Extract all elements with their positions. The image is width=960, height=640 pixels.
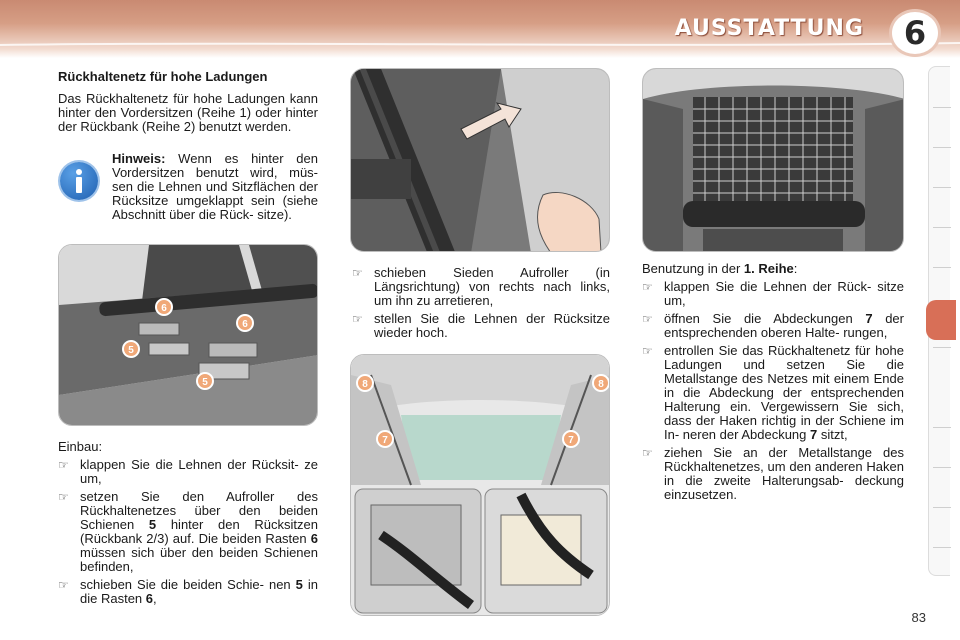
list-item: ☞ schieben Sieden Aufroller (in Längsrichtung) von rechts nach links, um ihn zu arretieren,: [352, 265, 610, 308]
page-number: 83: [911, 610, 926, 625]
installation-heading: Einbau:: [58, 439, 103, 454]
list-item: ☞ schieben Sie die beiden Schie- nen 5 in die Rasten 6,: [58, 577, 318, 606]
pointing-hand-icon: ☞: [58, 578, 69, 592]
pointing-hand-icon: ☞: [58, 490, 69, 504]
label-7b: 7: [568, 435, 574, 446]
note-body: Wenn es hinter den Vordersitzen benutzt wird, müs- sen die Lehnen und Sitzflächen der Rücksitze umgeklappt sein (siehe Abschnitt über die Rück- sitze).: [112, 151, 318, 222]
tab-divider: [933, 347, 951, 348]
tab-divider: [933, 107, 951, 108]
middle-column-steps: [352, 262, 610, 340]
section-heading: Rückhaltenetz für hohe Ladungen: [58, 69, 268, 84]
label-8b: 8: [598, 379, 604, 390]
figure-ceiling-mounts: [350, 354, 610, 616]
chapter-title: AUSSTATTUNG: [674, 16, 864, 41]
pointing-hand-icon: ☞: [642, 312, 653, 326]
pointing-hand-icon: ☞: [352, 266, 363, 280]
note-text: [112, 152, 318, 222]
list-item: ☞ klappen Sie die Lehnen der Rück- sitze um,: [642, 279, 904, 308]
header-swoosh-decoration: [0, 40, 960, 48]
label-6a: 6: [161, 303, 167, 314]
left-column-intro: [58, 70, 318, 134]
figure-roller-push: [350, 68, 610, 252]
tab-divider: [933, 227, 951, 228]
active-chapter-tab[interactable]: [926, 300, 956, 340]
tab-divider: [933, 547, 951, 548]
list-item: ☞ öffnen Sie die Abdeckungen 7 der entsprechenden oberen Halte- rungen,: [642, 311, 904, 340]
label-8a: 8: [362, 379, 368, 390]
intro-paragraph: Das Rückhaltenetz für hohe Ladungen kann hinter den Vordersitzen (Reihe 1) oder hinter der Rückbank (Reihe 2) benutzt werden.: [58, 91, 318, 134]
pointing-hand-icon: ☞: [58, 458, 69, 472]
pointing-hand-icon: ☞: [642, 344, 653, 358]
list-item: ☞ entrollen Sie das Rückhaltenetz für hohe Ladungen und setzen Sie die Metallstange des Netzes mit einem Ende in die Abdeckung der entsprechenden Halterung ein. Vergewissern Sie sich, dass der Haken richtig in der Schiene im In- neren der Abdeckung 7 sitzt,: [642, 343, 904, 442]
label-7a: 7: [382, 435, 388, 446]
tab-divider: [933, 187, 951, 188]
label-5a: 5: [128, 345, 134, 356]
chapter-header: [0, 0, 960, 58]
list-item: ☞ setzen Sie den Aufroller des Rückhaltenetzes über den beiden Schienen 5 hinter den Rücksitzen (Rückbank 2/3) auf. Die beiden Rasten 6 müssen sich über den beiden Schienen befinden,: [58, 489, 318, 574]
figure-net-installed: [642, 68, 904, 252]
pointing-hand-icon: ☞: [642, 446, 653, 460]
info-icon: [60, 162, 98, 200]
right-column-usage: [642, 262, 904, 502]
list-item: ☞ ziehen Sie an der Metallstange des Rückhaltenetzes, um den anderen Haken in die zweite Halterungsab- deckung einzusetzen.: [642, 445, 904, 502]
info-note: [60, 152, 318, 236]
pointing-hand-icon: ☞: [642, 280, 653, 294]
list-item: ☞ klappen Sie die Lehnen der Rücksit- ze um,: [58, 457, 318, 486]
pointing-hand-icon: ☞: [352, 312, 363, 326]
list-item: ☞ stellen Sie die Lehnen der Rücksitze wieder hoch.: [352, 311, 610, 340]
tab-divider: [933, 427, 951, 428]
tab-divider: [933, 267, 951, 268]
chapter-number-badge: 6: [892, 12, 938, 54]
label-5b: 5: [202, 377, 208, 388]
note-label: Hinweis:: [112, 151, 166, 166]
tab-divider: [933, 507, 951, 508]
label-6b: 6: [242, 319, 248, 330]
usage-intro: Benutzung in der 1. Reihe:: [642, 261, 798, 276]
tab-divider: [933, 147, 951, 148]
tab-divider: [933, 467, 951, 468]
left-column-installation: [58, 440, 318, 606]
figure-rails-installation: [58, 244, 318, 426]
